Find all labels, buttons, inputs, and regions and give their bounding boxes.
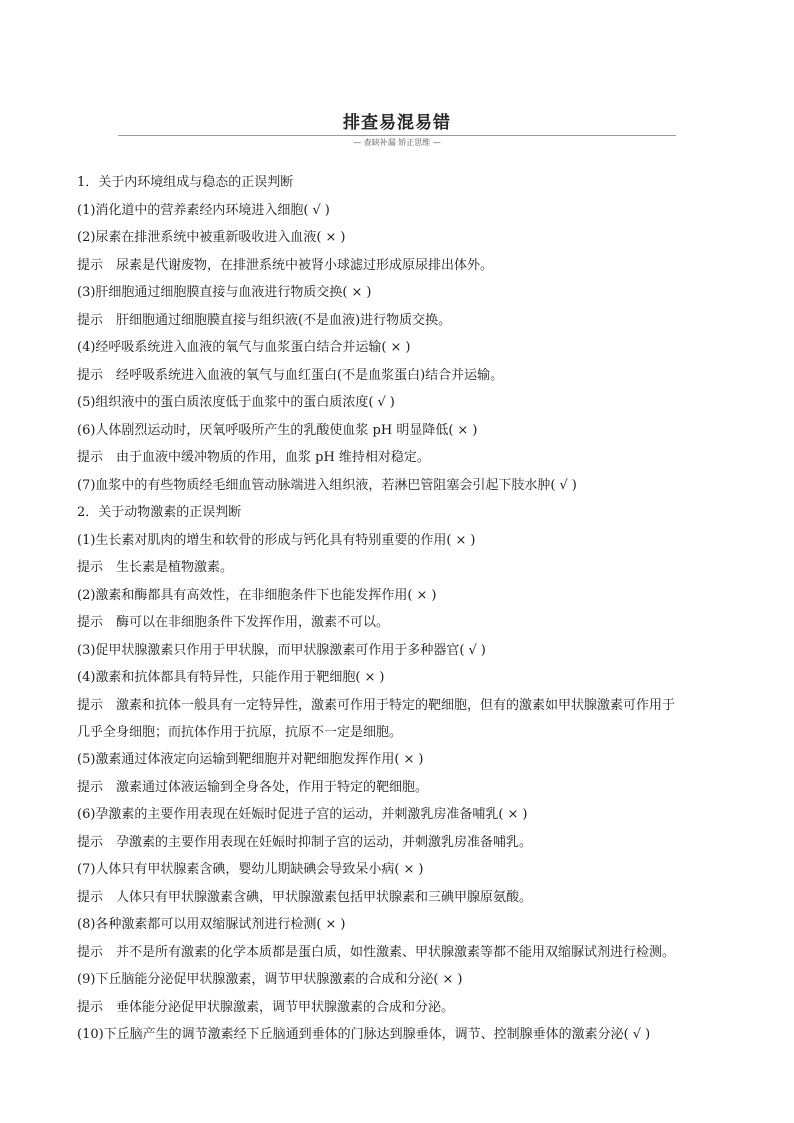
section-heading: 1．关于内环境组成与稳态的正误判断 bbox=[77, 175, 294, 190]
page-title: 排查易混易错 bbox=[343, 113, 451, 133]
closing-paren: ) bbox=[324, 202, 330, 218]
check-mark: √ bbox=[559, 477, 568, 493]
judgment-statement: (4)经呼吸系统进入血液的氧气与血浆蛋白结合并运输( bbox=[77, 340, 387, 355]
closing-paren: ) bbox=[645, 1027, 651, 1042]
cross-mark: × bbox=[457, 422, 469, 438]
hint-line: 提示 人体只有甲状腺激素含碘，甲状腺激素包括甲状腺素和三碘甲腺原氨酸。 bbox=[77, 889, 533, 905]
judgment-statement: (6)人体剧烈运动时，厌氧呼吸所产生的乳酸使血浆 pH 明显降低( bbox=[77, 422, 454, 438]
judgment-statement: (7)人体只有甲状腺素含碘，婴幼儿期缺碘会导致呆小病( bbox=[77, 862, 400, 877]
hint-line: 提示 激素通过体液运输到全身各处，作用于特定的靶细胞。 bbox=[77, 779, 429, 795]
hint-line: 提示 酶可以在非细胞条件下发挥作用，激素不可以。 bbox=[77, 615, 390, 630]
closing-paren: ) bbox=[418, 752, 424, 767]
closing-paren: ) bbox=[389, 395, 395, 410]
judgment-item bbox=[77, 861, 727, 879]
closing-paren: ) bbox=[472, 422, 478, 438]
check-mark: √ bbox=[377, 395, 386, 410]
judgment-item bbox=[77, 477, 727, 495]
cross-mark: × bbox=[325, 230, 337, 245]
closing-paren: ) bbox=[379, 670, 385, 685]
judgment-item bbox=[77, 587, 727, 605]
judgment-item bbox=[77, 751, 727, 769]
hint-line: 提示 肝细胞通过细胞膜直接与组织液(不是血液)进行物质交换。 bbox=[77, 312, 452, 328]
cross-mark: × bbox=[403, 752, 415, 767]
cross-mark: × bbox=[364, 670, 376, 685]
closing-paren: ) bbox=[340, 230, 346, 245]
judgment-item bbox=[77, 202, 727, 220]
judgment-item bbox=[77, 916, 727, 934]
hint-text: 提示 激素和抗体一般具有一定特异性，激素可作用于特定的靶细胞，但有的激素如甲状腺激素可作用于 bbox=[77, 697, 676, 713]
judgment-item bbox=[77, 806, 727, 824]
judgment-item bbox=[77, 284, 727, 302]
closing-paren: ) bbox=[405, 340, 411, 355]
cross-mark: × bbox=[455, 532, 467, 548]
cross-mark: × bbox=[416, 587, 428, 603]
hint-line: 提示 尿素是代谢废物，在排泄系统中被肾小球滤过形成原尿排出体外。 bbox=[77, 257, 494, 273]
cross-mark: × bbox=[507, 807, 519, 822]
hint-line: 提示 并不是所有激素的化学本质都是蛋白质，如性激素、甲状腺激素等都不能用双缩脲试剂进行检测。 bbox=[77, 944, 676, 960]
cross-mark: × bbox=[390, 340, 402, 355]
cross-mark: × bbox=[351, 285, 363, 300]
judgment-item bbox=[77, 422, 727, 440]
judgment-item bbox=[77, 971, 727, 989]
judgment-item bbox=[77, 669, 727, 687]
judgment-statement: (8)各种激素都可以用双缩脲试剂进行检测( bbox=[77, 917, 322, 932]
judgment-statement: (3)肝细胞通过细胞膜直接与血液进行物质交换( bbox=[77, 285, 348, 300]
closing-paren: ) bbox=[418, 862, 424, 877]
closing-paren: ) bbox=[522, 807, 528, 822]
judgment-statement: (1)生长素对肌肉的增生和软骨的形成与钙化具有特别重要的作用( bbox=[77, 532, 452, 548]
cross-mark: × bbox=[325, 917, 337, 932]
judgment-item bbox=[77, 532, 727, 550]
judgment-statement: (7)血浆中的有些物质经毛细血管动脉端进入组织液，若淋巴管阻塞会引起下肢水肿( bbox=[77, 477, 556, 493]
judgment-statement: (2)激素和酶都具有高效性，在非细胞条件下也能发挥作用( bbox=[77, 587, 413, 603]
judgment-item bbox=[77, 1026, 727, 1044]
judgment-statement: (4)激素和抗体都具有特异性，只能作用于靶细胞( bbox=[77, 670, 361, 685]
judgment-statement: (1)消化道中的营养素经内环境进入细胞( bbox=[77, 202, 309, 218]
closing-paren: ) bbox=[480, 642, 486, 658]
closing-paren: ) bbox=[431, 587, 437, 603]
judgment-statement: (9)下丘脑能分泌促甲状腺激素，调节甲状腺激素的合成和分泌( bbox=[77, 972, 439, 987]
hint-line: 提示 孕激素的主要作用表现在妊娠时抑制子宫的运动，并刺激乳房准备哺乳。 bbox=[77, 834, 533, 850]
closing-paren: ) bbox=[457, 972, 463, 987]
closing-paren: ) bbox=[340, 917, 346, 932]
check-mark: √ bbox=[632, 1027, 642, 1042]
page-subtitle: — 查缺补漏 矫正思维 — bbox=[353, 138, 441, 147]
judgment-item bbox=[77, 229, 727, 247]
judgment-statement: (2)尿素在排泄系统中被重新吸收进入血液( bbox=[77, 230, 322, 245]
hint-line: 提示 由于血液中缓冲物质的作用，血浆 pH 维持相对稳定。 bbox=[77, 450, 430, 465]
section-header bbox=[118, 112, 676, 148]
judgment-statement: (3)促甲状腺激素只作用于甲状腺，而甲状腺激素可作用于多种器官( bbox=[77, 642, 465, 658]
hint-line: 提示 生长素是植物激素。 bbox=[77, 560, 234, 575]
judgment-statement: (10)下丘脑产生的调节激素经下丘脑通到垂体的门脉达到腺垂体，调节、控制腺垂体的激素分泌( bbox=[77, 1027, 629, 1042]
judgment-statement: (5)组织液中的蛋白质浓度低于血浆中的蛋白质浓度( bbox=[77, 395, 374, 410]
section-heading: 2．关于动物激素的正误判断 bbox=[77, 505, 242, 520]
closing-paren: ) bbox=[366, 285, 372, 300]
hint-line: 提示 垂体能分泌促甲状腺激素，调节甲状腺激素的合成和分泌。 bbox=[77, 999, 455, 1015]
judgment-statement: (6)孕激素的主要作用表现在妊娠时促进子宫的运动，并刺激乳房准备哺乳( bbox=[77, 807, 504, 822]
judgment-item bbox=[77, 394, 727, 412]
cross-mark: × bbox=[442, 972, 454, 987]
closing-paren: ) bbox=[571, 477, 577, 493]
check-mark: √ bbox=[468, 642, 477, 658]
question-list bbox=[77, 174, 727, 1054]
title-divider bbox=[118, 135, 676, 136]
cross-mark: × bbox=[403, 862, 415, 877]
judgment-item bbox=[77, 339, 727, 357]
closing-paren: ) bbox=[470, 532, 476, 548]
judgment-statement: (5)激素通过体液定向运输到靶细胞并对靶细胞发挥作用( bbox=[77, 752, 400, 767]
hint-text-continued: 几乎全身细胞；而抗体作用于抗原，抗原不一定是细胞。 bbox=[77, 724, 403, 740]
hint-line bbox=[77, 697, 727, 742]
hint-line: 提示 经呼吸系统进入血液的氧气与血红蛋白(不是血浆蛋白)结合并运输。 bbox=[77, 367, 504, 383]
check-mark: √ bbox=[312, 202, 321, 218]
judgment-item bbox=[77, 642, 727, 660]
